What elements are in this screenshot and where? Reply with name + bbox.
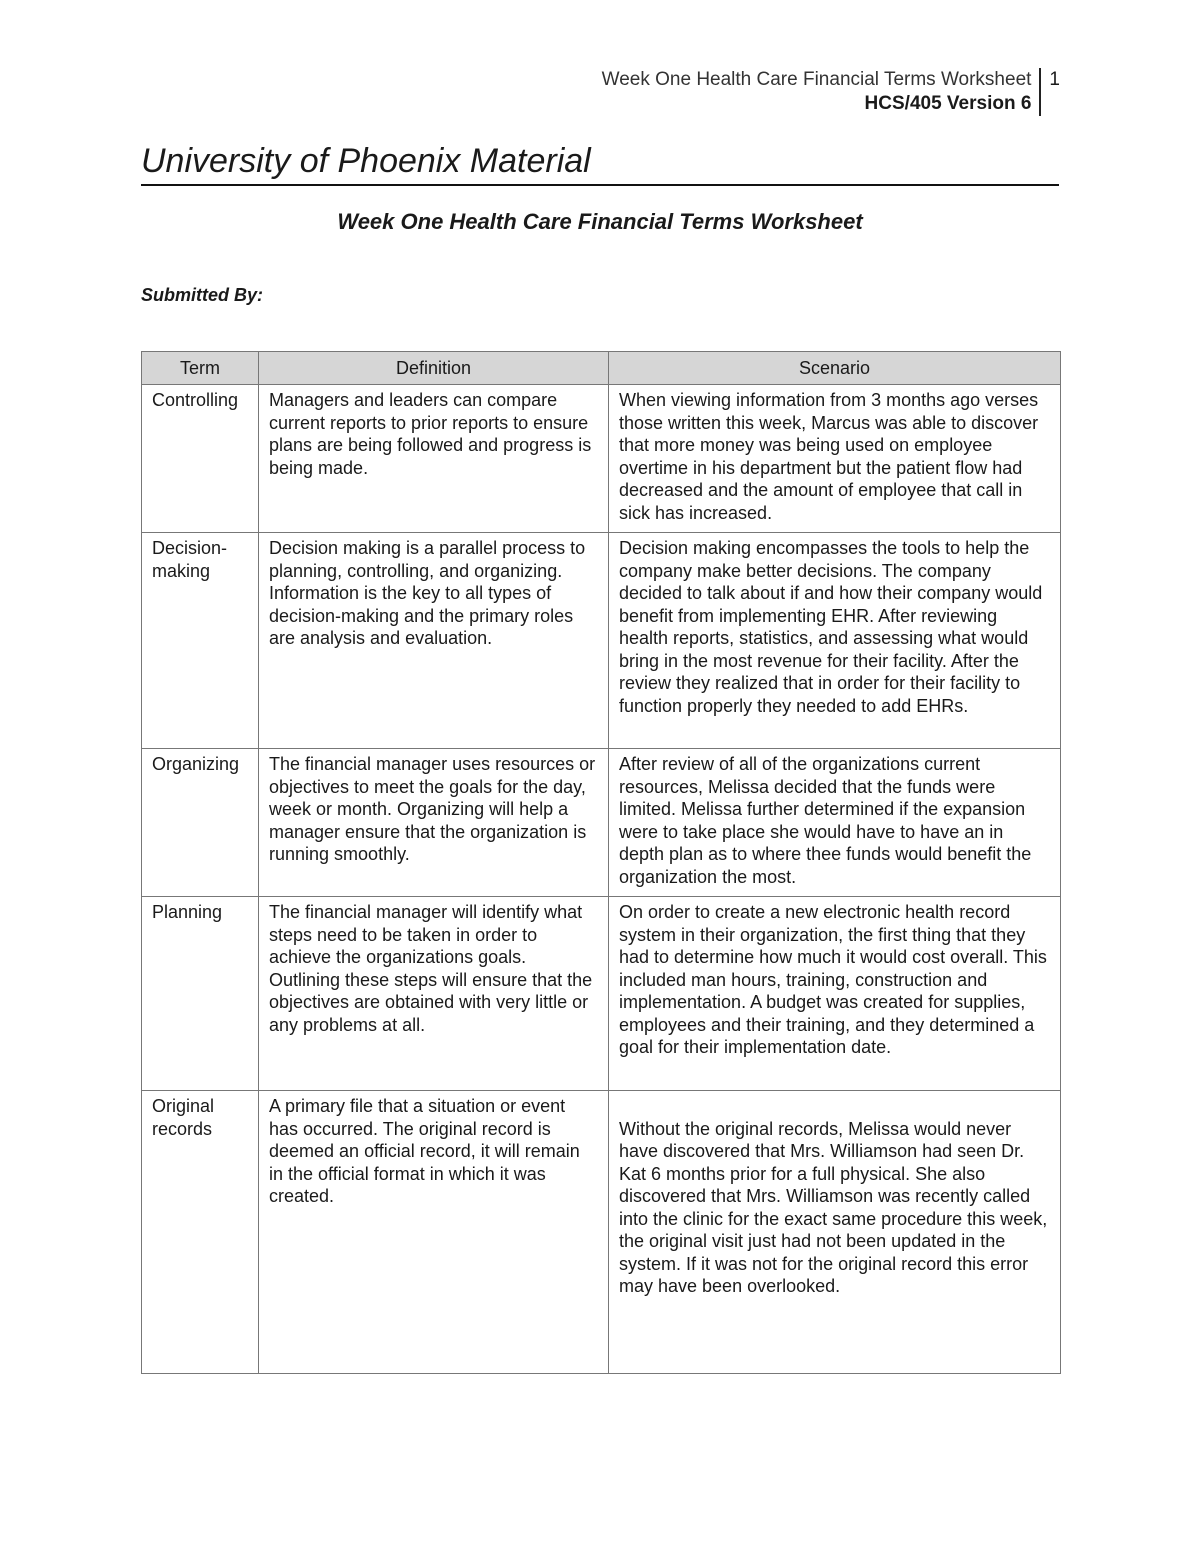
term-cell: Controlling: [142, 385, 259, 533]
worksheet-title: Week One Health Care Financial Terms Worksheet: [337, 209, 863, 234]
header-text: [602, 68, 1040, 116]
table-row: [142, 897, 1061, 1091]
term-cell: Organizing: [142, 749, 259, 897]
page-number: 1: [1039, 68, 1060, 116]
terms-table: [141, 351, 1061, 1374]
header-title: Week One Health Care Financial Terms Worksheet: [601, 69, 1032, 90]
scenario-cell: Decision making encompasses the tools to help the company make better decisions. The company decided to talk about if and how their company would benefit from implementing EHR. After reviewing health reports, statistics, and assessing what would bring in the most revenue for their facility. After the review they realized that in order for their facility to function properly they needed to add EHRs.: [609, 533, 1061, 749]
definition-cell: Decision making is a parallel process to planning, controlling, and organizing. Information is the key to all types of decision-making and the primary roles are analysis and evaluation.: [259, 533, 609, 749]
term-cell: Decision-making: [142, 533, 259, 749]
table-row: [142, 533, 1061, 749]
table-header-row: [142, 352, 1061, 385]
definition-cell: A primary file that a situation or event has occurred. The original record is deemed an official record, it will remain in the official format in which it was created.: [259, 1091, 609, 1374]
term-cell: Planning: [142, 897, 259, 1091]
table-row: [142, 385, 1061, 533]
table-row: [142, 1091, 1061, 1374]
header-course: HCS/405 Version 6: [864, 93, 1032, 114]
column-header-scenario: Scenario: [609, 352, 1061, 385]
definition-cell: The financial manager will identify what steps need to be taken in order to achieve the organizations goals. Outlining these steps will ensure that the objectives are obtained with very little or any problems at all.: [259, 897, 609, 1091]
page-header: [602, 68, 1060, 116]
submitted-by-label: Submitted By:: [141, 285, 264, 305]
blank-line: [619, 1095, 1050, 1118]
definition-cell: The financial manager uses resources or objectives to meet the goals for the day, week or month. Organizing will help a manager ensure that the organization is running smoothly.: [259, 749, 609, 897]
scenario-cell: On order to create a new electronic health record system in their organization, the first thing that they had to determine how much it would cost overall. This included man hours, training, construction and implementation. A budget was created for supplies, employees and their training, and they determined a goal for their implementation date.: [609, 897, 1061, 1091]
institution-title: University of Phoenix Material: [141, 140, 1059, 186]
definition-cell: Managers and leaders can compare current reports to prior reports to ensure plans are being followed and progress is being made.: [259, 385, 609, 533]
scenario-cell: After review of all of the organizations current resources, Melissa decided that the funds were limited. Melissa further determined if the expansion were to take place she would have to have an in depth plan as to where thee funds would benefit the organization the most.: [609, 749, 1061, 897]
table-row: [142, 749, 1061, 897]
column-header-definition: Definition: [259, 352, 609, 385]
scenario-text: Without the original records, Melissa would never have discovered that Mrs. Williamson had seen Dr. Kat 6 months prior for a full physical. She also discovered that Mrs. Williamson was recently called into the clinic for the exact same procedure this week, the original visit just had not been updated in the system. If it was not for the original record this error may have been overlooked.: [619, 1118, 1048, 1296]
scenario-cell: When viewing information from 3 months ago verses those written this week, Marcus was able to discover that more money was being used on employee overtime in his department but the patient flow had decreased and the amount of employee that call in sick has increased.: [609, 385, 1061, 533]
scenario-cell: [609, 1091, 1061, 1374]
term-cell: Original records: [142, 1091, 259, 1374]
column-header-term: Term: [142, 352, 259, 385]
